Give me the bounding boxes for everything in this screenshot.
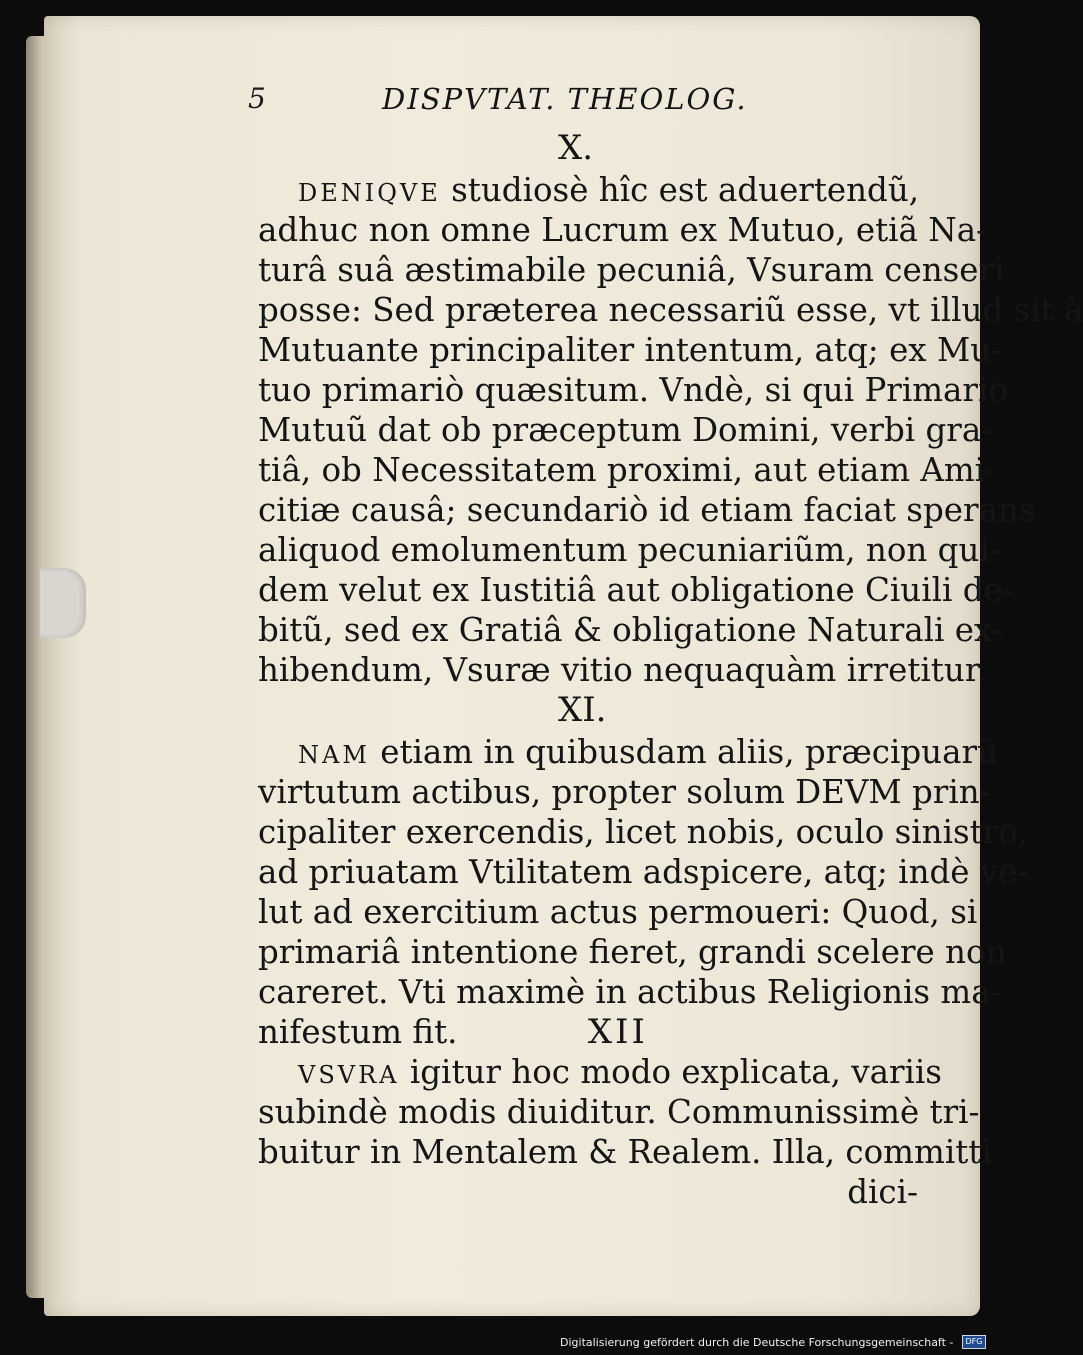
closing-line: nifestum fit. — [258, 1013, 458, 1051]
section-number-x: X. — [558, 128, 594, 168]
page-number: 5 — [248, 82, 266, 115]
text-line: hibendum, Vsuræ vitio nequaquàm irretitur. — [258, 651, 988, 689]
section-number-xi: XI. — [558, 690, 607, 730]
text-line: lut ad exercitium actus permoueri: Quod, si — [258, 893, 978, 931]
text-line: careret. Vti maximè in actibus Religionis ma- — [258, 973, 1002, 1011]
text-line: bitũ, sed ex Gratiâ & obligatione Naturali ex- — [258, 611, 1003, 649]
text-line: virtutum actibus, propter solum DEVM prin- — [258, 773, 991, 811]
text-line: primariâ intentione fieret, grandi scelere non — [258, 933, 1007, 971]
section-lead-word: NAM — [298, 741, 370, 769]
text-line: dem velut ex Iustitiâ aut obligatione Ciuili de- — [258, 571, 1014, 609]
text-line: Mutuante principaliter intentum, atq; ex Mu- — [258, 331, 1003, 369]
section-number-xii: XII — [587, 1012, 648, 1052]
page-text — [258, 128, 1083, 1212]
text-line: tiâ, ob Necessitatem proximi, aut etiam Ami- — [258, 451, 997, 489]
section-lead-word: DENIQVE — [298, 179, 441, 207]
text-line: ad priuatam Vtilitatem adspicere, atq; indè ve- — [258, 853, 1029, 891]
text-line: aliquod emolumentum pecuniariũm, non qui- — [258, 531, 1001, 569]
text-line: Mutuũ dat ob præceptum Domini, verbi gra- — [258, 411, 993, 449]
text-line: tuo primariò quæsitum. Vndè, si qui Primariò — [258, 371, 1008, 409]
text-line: NAM etiam in quibusdam aliis, præcipuarũ — [298, 733, 998, 771]
text-line — [258, 1012, 918, 1052]
page-clip — [40, 568, 86, 638]
text-line: turâ suâ æstimabile pecuniâ, Vsuram censeri — [258, 251, 1005, 289]
text-line: VSVRA igitur hoc modo explicata, variis — [298, 1053, 942, 1091]
text-line: citiæ causâ; secundariò id etiam faciat sperans — [258, 491, 1036, 529]
text-line: cipaliter exercendis, licet nobis, oculo sinistro, — [258, 813, 1029, 851]
text-line: DENIQVE studiosè hîc est aduertendũ, — [298, 171, 920, 209]
text-line: posse: Sed præterea necessariũ esse, vt illud sit à — [258, 291, 1083, 329]
text-line: adhuc non omne Lucrum ex Mutuo, etiã Na- — [258, 211, 988, 249]
text-line: buitur in Mentalem & Realem. Illa, committi — [258, 1133, 992, 1171]
page-header — [0, 82, 1000, 122]
section-lead-word: VSVRA — [298, 1061, 400, 1089]
digitization-credit: Digitalisierung gefördert durch die Deutsche Forschungsgemeinschaft - — [560, 1336, 954, 1349]
catchword: dici- — [847, 1173, 918, 1211]
running-title: DISPVTAT. THEOLOG. — [382, 82, 748, 116]
text-line: subindè modis diuiditur. Communissimè tri- — [258, 1093, 980, 1131]
dfg-logo: DFG — [962, 1335, 986, 1349]
